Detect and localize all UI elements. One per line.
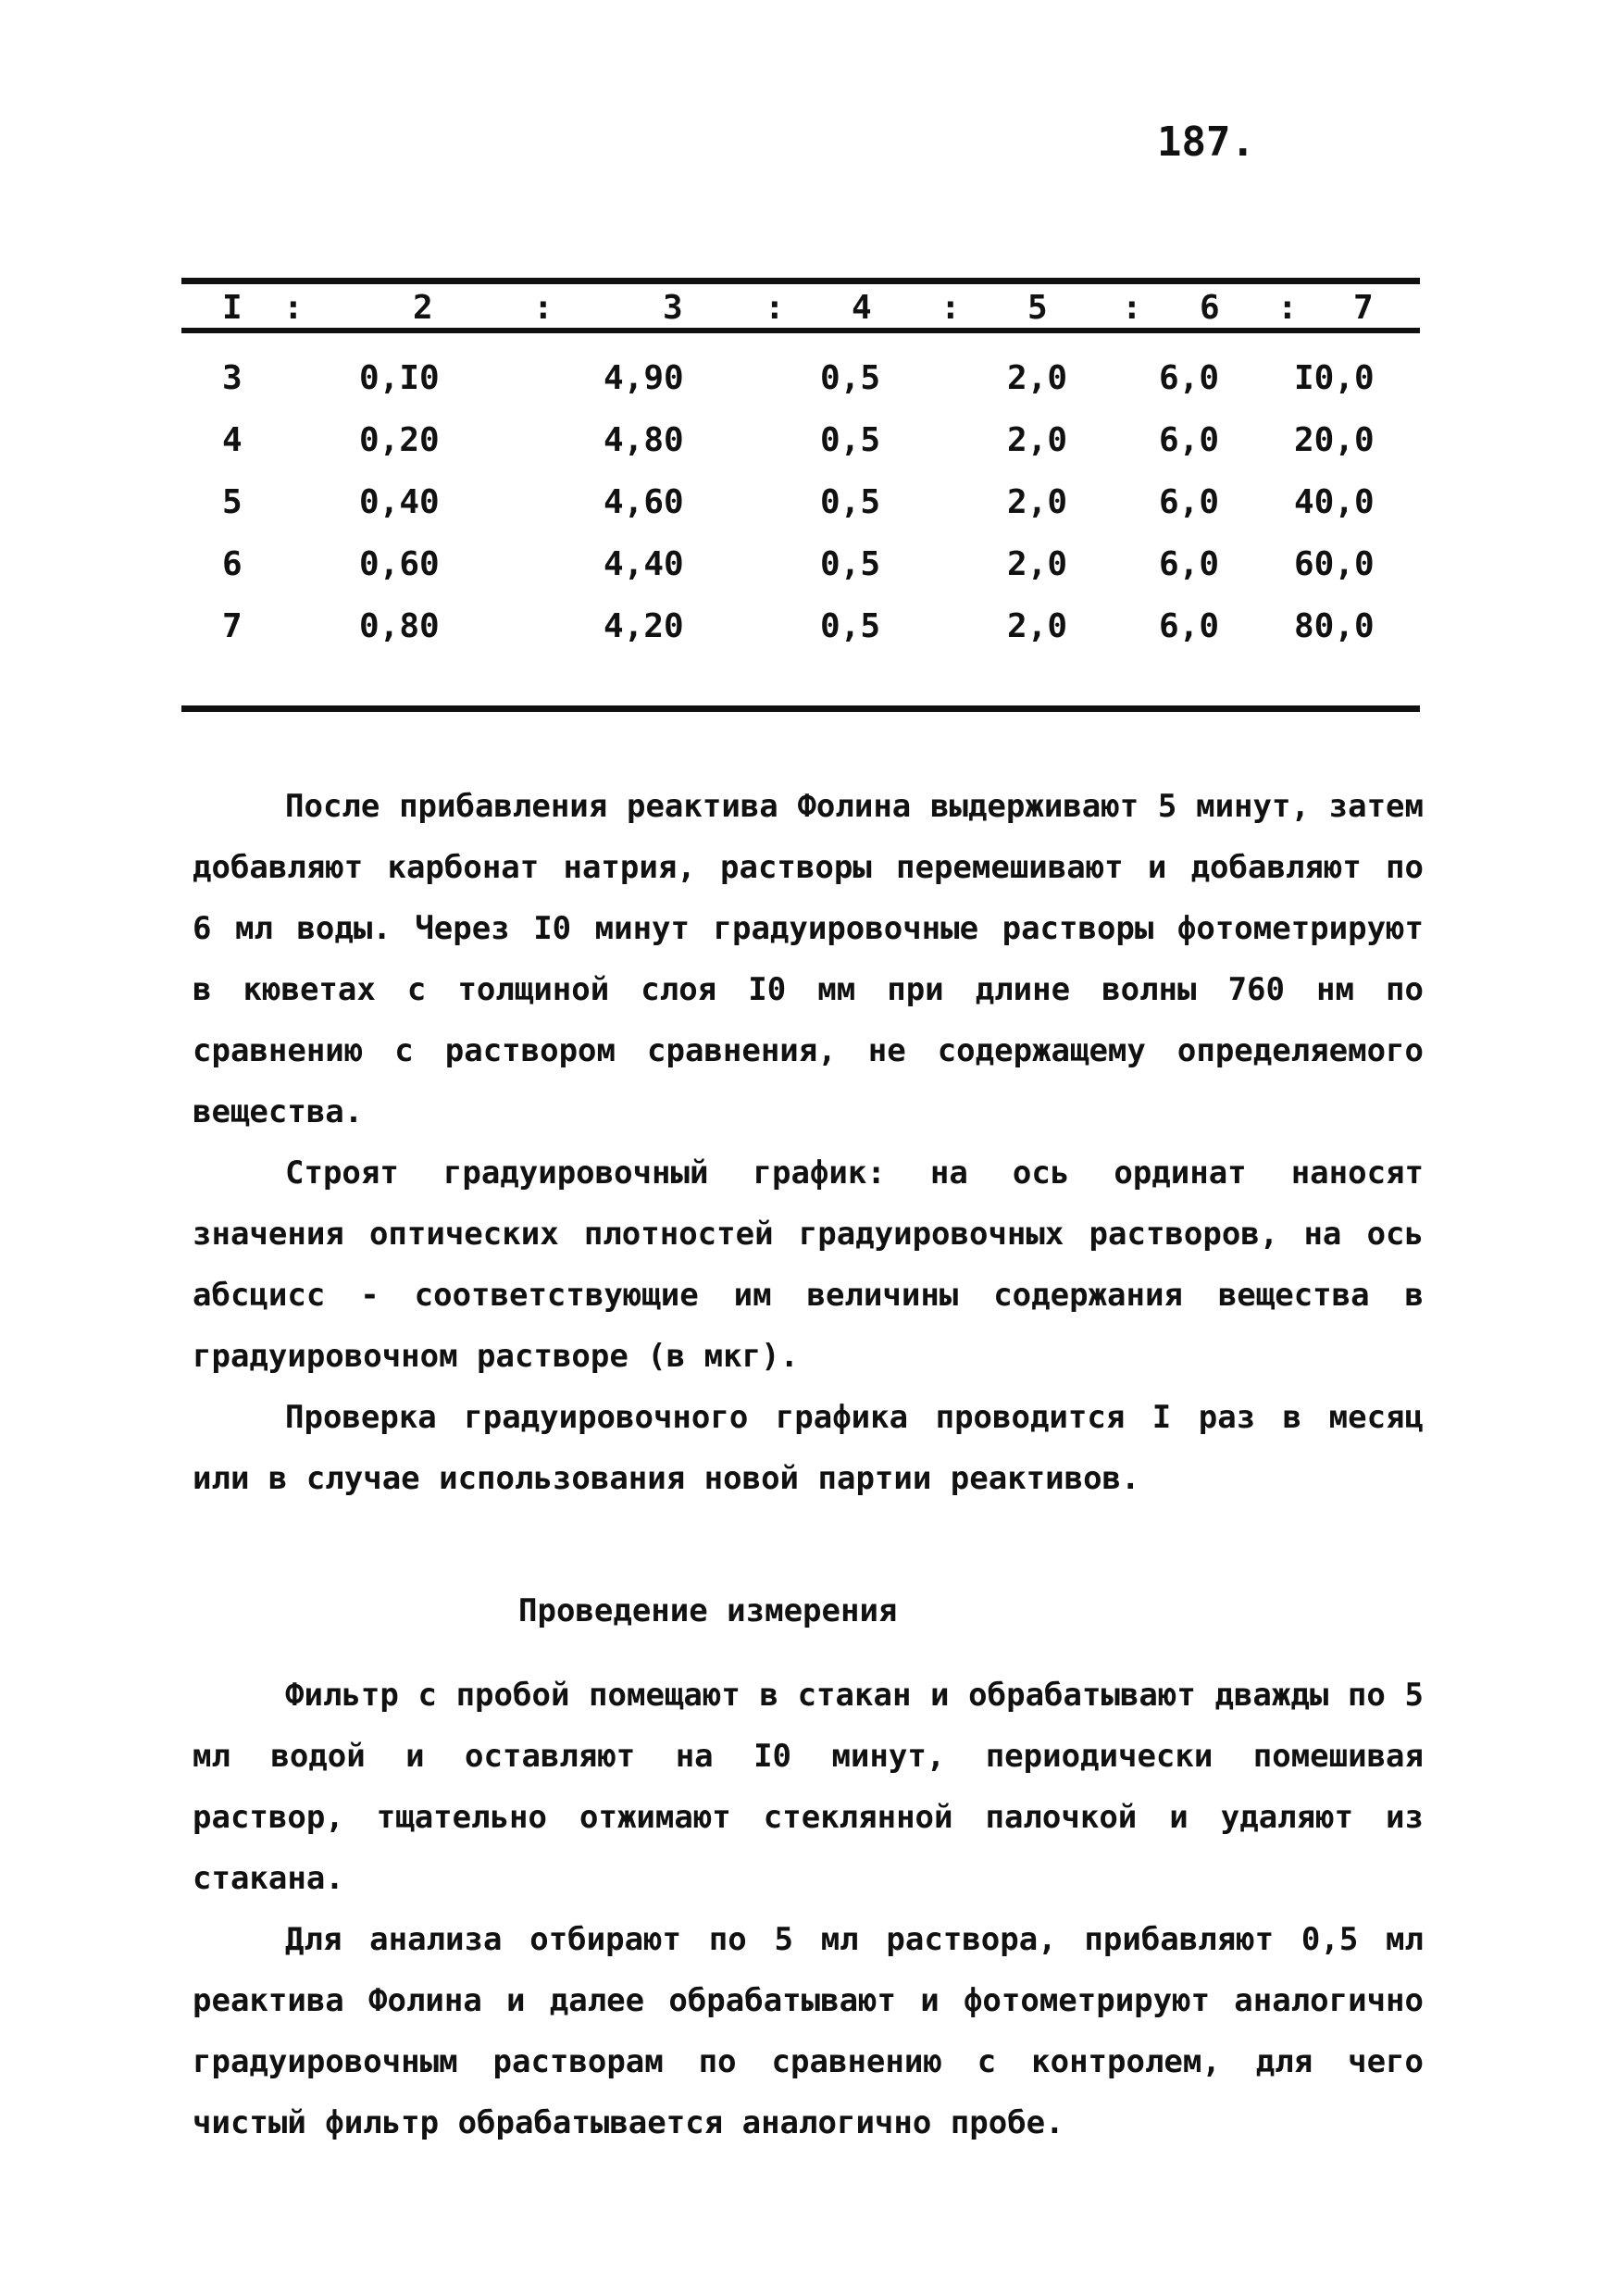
- header-separator: :: [765, 289, 785, 327]
- table-bottom-rule: [181, 705, 1420, 712]
- table-cell: 0,5: [820, 545, 881, 583]
- table-cell: 6,0: [1159, 359, 1220, 397]
- header-col-3: 3: [663, 289, 683, 327]
- table-cell: 4,90: [604, 359, 684, 397]
- header-separator: :: [1122, 289, 1142, 327]
- table-cell: 5: [222, 483, 243, 521]
- paragraph: После прибавления реактива Фолина выдерживают 5 минут, затем добавляют карбонат натрия, растворы перемешивают и добавляют по 6 мл воды. Через I0 минут градуировочные растворы фотометрируют в кюветах с толщиной слоя I0 мм при длине волны 760 нм по сравнению с раствором сравнения, не содержащему определяемого вещества.: [193, 788, 1424, 1130]
- body-text-block-2: [193, 1665, 1424, 2153]
- table-cell: 6: [222, 545, 243, 583]
- table-cell: 3: [222, 359, 243, 397]
- body-text-block-1: [193, 776, 1424, 1509]
- table-cell: 6,0: [1159, 545, 1220, 583]
- table-cell: 7: [222, 607, 243, 645]
- paragraph: Проверка градуировочного графика проводится I раз в месяц или в случае использования новой партии реактивов.: [193, 1399, 1424, 1497]
- table-cell: I0,0: [1294, 359, 1375, 397]
- table-cell: 0,5: [820, 359, 881, 397]
- paragraph: Для анализа отбирают по 5 мл раствора, прибавляют 0,5 мл реактива Фолина и далее обрабатывают и фотометрируют аналогично градуировочным растворам по сравнению с контролем, для чего чистый фильтр обрабатывается аналогично пробе.: [193, 1921, 1424, 2141]
- table-cell: 0,I0: [359, 359, 440, 397]
- table-cell: 2,0: [1007, 421, 1068, 459]
- table-cell: 0,20: [359, 421, 440, 459]
- table-cell: 2,0: [1007, 545, 1068, 583]
- table-cell: 0,5: [820, 421, 881, 459]
- paragraph: Строят градуировочный график: на ось ординат наносят значения оптических плотностей градуировочных растворов, на ось абсцисс - соответствующие им величины содержания вещества в градуировочном растворе (в мкг).: [193, 1154, 1424, 1375]
- table-cell: 80,0: [1294, 607, 1375, 645]
- table-cell: 2,0: [1007, 359, 1068, 397]
- table-cell: 6,0: [1159, 483, 1220, 521]
- table-cell: 60,0: [1294, 545, 1375, 583]
- header-separator: :: [940, 289, 961, 327]
- paragraph: Фильтр с пробой помещают в стакан и обрабатывают дважды по 5 мл водой и оставляют на I0 минут, периодически помешивая раствор, тщательно отжимают стеклянной палочкой и удаляют из стакана.: [193, 1677, 1424, 1897]
- header-col-2: 2: [413, 289, 433, 327]
- table-cell: 0,5: [820, 483, 881, 521]
- table-cell: 0,80: [359, 607, 440, 645]
- table-cell: 2,0: [1007, 607, 1068, 645]
- header-separator: :: [533, 289, 554, 327]
- table-cell: 4: [222, 421, 243, 459]
- table-cell: 40,0: [1294, 483, 1375, 521]
- table-cell: 0,40: [359, 483, 440, 521]
- section-title: Проведение измерения: [518, 1592, 898, 1629]
- header-col-4: 4: [852, 289, 872, 327]
- table-cell: 2,0: [1007, 483, 1068, 521]
- header-col-5: 5: [1027, 289, 1048, 327]
- table-cell: 4,40: [604, 545, 684, 583]
- table-cell: 4,60: [604, 483, 684, 521]
- header-col-7: 7: [1353, 289, 1374, 327]
- header-col-1: I: [222, 289, 243, 327]
- table-header-rule: [181, 328, 1420, 333]
- table-cell: 4,20: [604, 607, 684, 645]
- table-cell: 6,0: [1159, 607, 1220, 645]
- table-cell: 0,5: [820, 607, 881, 645]
- table-top-rule: [181, 278, 1420, 284]
- table-cell: 6,0: [1159, 421, 1220, 459]
- header-separator: :: [1277, 289, 1298, 327]
- table-cell: 0,60: [359, 545, 440, 583]
- page-number: 187.: [1157, 119, 1255, 166]
- table-cell: 4,80: [604, 421, 684, 459]
- table-cell: 20,0: [1294, 421, 1375, 459]
- header-separator: :: [283, 289, 304, 327]
- header-col-6: 6: [1200, 289, 1220, 327]
